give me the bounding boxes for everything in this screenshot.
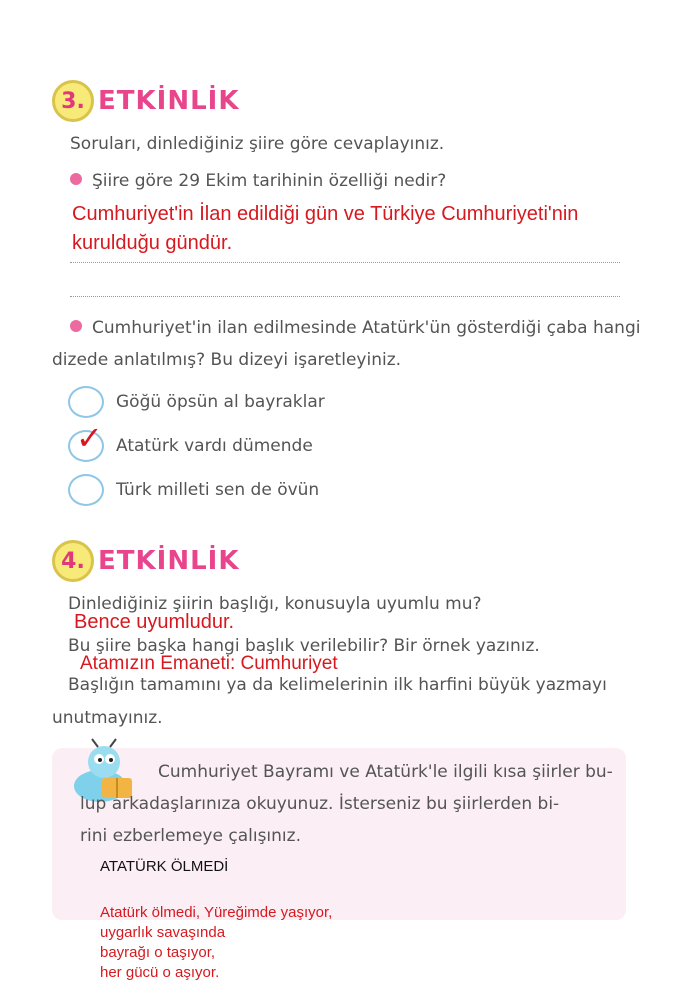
activity-4-title: ETKİNLİK: [98, 546, 240, 576]
activity-3-header: [52, 80, 239, 122]
activity-3-number: 3.: [52, 80, 94, 122]
question-2-text-line-1: Cumhuriyet'in ilan edilmesinde Atatürk'ün gösterdiği çaba hangi: [92, 318, 641, 338]
option-2-label: Atatürk vardı dümende: [116, 436, 313, 456]
poem-line: bayrağı o taşıyor,: [100, 944, 216, 961]
activity-4-note-line-1: Başlığın tamamını ya da kelimelerinin ilk harfini büyük yazmayı: [68, 675, 607, 695]
activity-4-answer-1: Bence uyumludur.: [74, 611, 235, 633]
activity-3-question-1: [70, 171, 446, 191]
option-1[interactable]: [68, 386, 325, 418]
answer-dotted-line: [70, 262, 620, 263]
info-box-line-1: Cumhuriyet Bayramı ve Atatürk'le ilgili kısa şiirler bu-: [158, 762, 613, 782]
activity-4-answer-2: Atamızın Emaneti: Cumhuriyet: [80, 653, 338, 674]
activity-4-number: 4.: [52, 540, 94, 582]
option-2-circle[interactable]: [68, 419, 104, 462]
pink-bullet-icon: [70, 320, 82, 332]
activity-4-header: [52, 540, 239, 582]
checkmark-icon: ✓: [76, 419, 103, 457]
poem-line: uygarlık savaşında: [100, 924, 226, 941]
option-3[interactable]: [68, 474, 319, 506]
option-2[interactable]: [68, 419, 313, 462]
answer-1-line-1: Cumhuriyet'in İlan edildiği gün ve Türkiye Cumhuriyeti'nin: [72, 203, 579, 225]
info-box-line-3: rini ezberlemeye çalışınız.: [80, 826, 301, 846]
question-1-text: Şiire göre 29 Ekim tarihinin özelliği nedir?: [92, 171, 447, 191]
activity-3-title: ETKİNLİK: [98, 86, 240, 116]
info-box-line-2: lup arkadaşlarınıza okuyunuz. İsterseniz bu şiirlerden bi-: [80, 794, 560, 814]
activity-3-question-2-line-1: [70, 318, 640, 338]
answer-dotted-line: [70, 296, 620, 297]
option-1-label: Göğü öpsün al bayraklar: [116, 392, 325, 412]
option-3-circle[interactable]: [68, 474, 104, 506]
answer-1-line-2: kurulduğu gündür.: [72, 232, 233, 254]
activity-4-question-2: Bu şiire başka hangi başlık verilebilir? Bir örnek yazınız.: [68, 636, 540, 656]
activity-3-instruction: Soruları, dinlediğiniz şiire göre cevaplayınız.: [70, 134, 445, 154]
option-1-circle[interactable]: [68, 386, 104, 418]
activity-4-note-line-2: unutmayınız.: [52, 708, 163, 728]
poem-line: her gücü o aşıyor.: [100, 964, 220, 981]
pink-bullet-icon: [70, 173, 82, 185]
poem-line: Atatürk ölmedi, Yüreğimde yaşıyor,: [100, 904, 333, 921]
activity-4-question-1: Dinlediğiniz şiirin başlığı, konusuyla uyumlu mu?: [68, 594, 482, 614]
poem-title: ATATÜRK ÖLMEDİ: [100, 858, 229, 875]
option-3-label: Türk milleti sen de övün: [116, 480, 320, 500]
activity-3-question-2-line-2: dizede anlatılmış? Bu dizeyi işaretleyiniz.: [52, 350, 402, 370]
